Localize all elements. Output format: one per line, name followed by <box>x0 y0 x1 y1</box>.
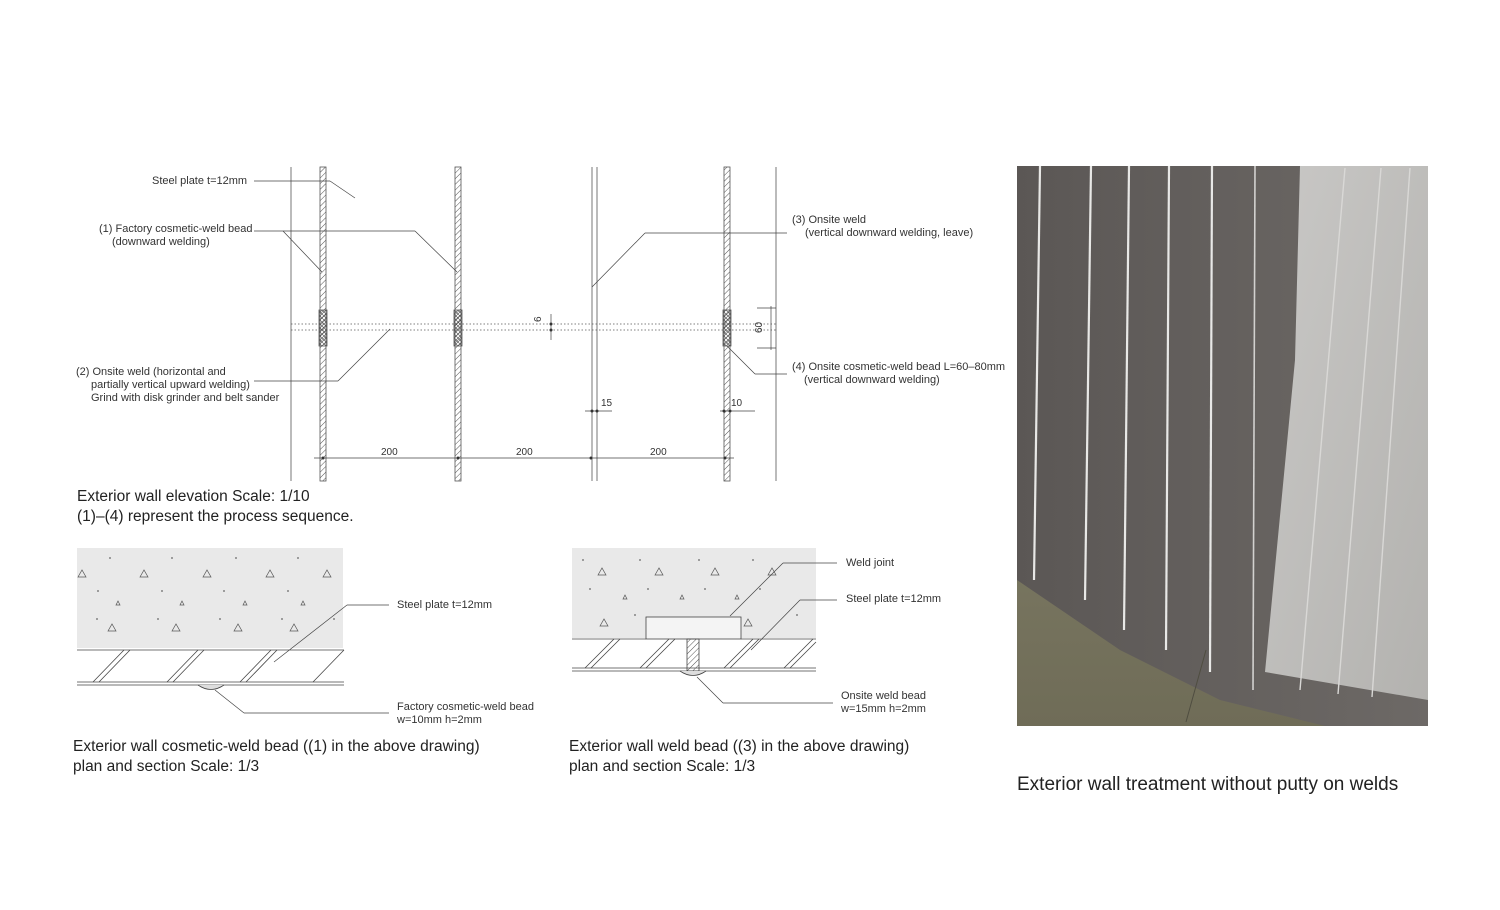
photo-caption: Exterior wall treatment without putty on welds <box>1017 774 1399 795</box>
dim-200: 200 <box>650 447 667 458</box>
factory-weld-strip <box>454 167 462 481</box>
dim-200: 200 <box>381 447 398 458</box>
cosmetic-weld-bead <box>198 685 224 690</box>
label-steel-plate-right: Steel plate t=12mm <box>846 593 942 605</box>
photo-exterior-wall <box>1017 166 1428 726</box>
onsite-weld-bead <box>680 671 706 676</box>
dim-60: 60 <box>754 321 765 333</box>
elevation-caption: Exterior wall elevation Scale: 1/10 (1)–(4) represent the process sequence. <box>77 488 354 525</box>
label-factory-bead: (1) Factory cosmetic-weld bead (downward welding) <box>99 223 253 248</box>
leader-lines <box>254 181 787 381</box>
dim-10: 10 <box>731 398 743 409</box>
section-left-caption: Exterior wall cosmetic-weld bead ((1) in the above drawing) plan and section Scale: 1/3 <box>73 738 480 775</box>
section-right-caption: Exterior wall weld bead ((3) in the above drawing) plan and section Scale: 1/3 <box>569 738 910 775</box>
elevation-drawing <box>254 167 787 481</box>
label-onsite-weld-3: (3) Onsite weld (vertical downward welding, leave) <box>792 214 974 239</box>
label-onsite-weld-bead: Onsite weld bead w=15mm h=2mm <box>841 690 926 715</box>
weld-joint <box>687 639 699 671</box>
label-steel-plate: Steel plate t=12mm <box>152 175 248 187</box>
label-steel-plate-left: Steel plate t=12mm <box>397 599 493 611</box>
dim-200: 200 <box>516 447 533 458</box>
label-factory-bead-left: Factory cosmetic-weld bead w=10mm h=2mm <box>397 701 534 726</box>
dimension-lines <box>314 306 776 459</box>
label-onsite-weld-2: (2) Onsite weld (horizontal and partially vertical upward welding) Grind with disk grinder and belt sander <box>76 366 280 404</box>
dim-6: 6 <box>533 316 544 322</box>
section-left-drawing <box>77 548 389 713</box>
backing-plate <box>646 617 741 639</box>
label-weld-joint: Weld joint <box>846 557 895 569</box>
section-right-drawing <box>572 548 837 703</box>
label-onsite-bead-4: (4) Onsite cosmetic-weld bead L=60–80mm (vertical downward welding) <box>792 361 1006 386</box>
dim-15: 15 <box>601 398 613 409</box>
